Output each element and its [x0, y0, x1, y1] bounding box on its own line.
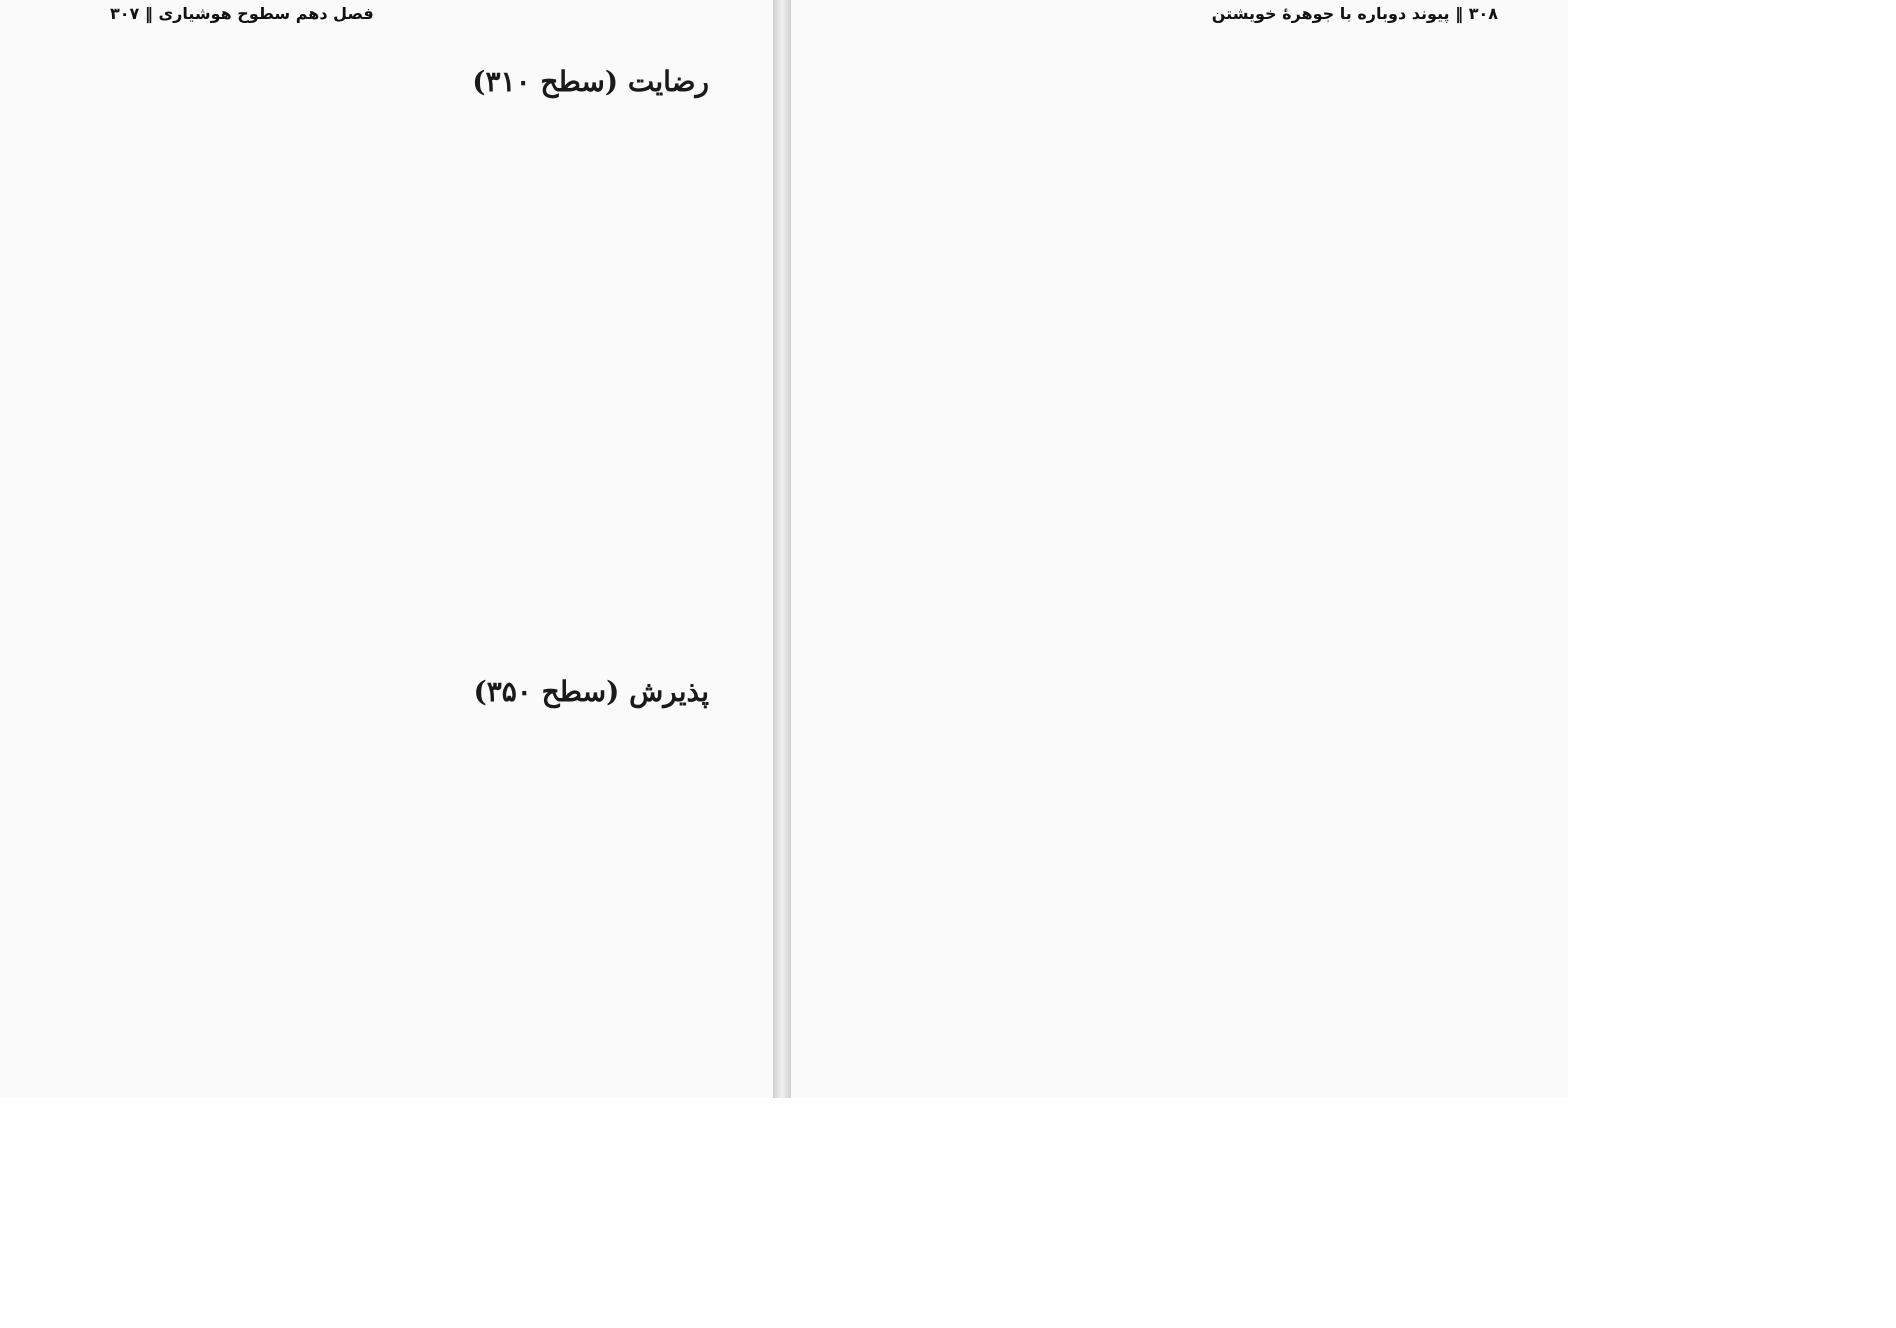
paragraph — [110, 122, 709, 382]
right-page — [790, 0, 1568, 1098]
left-page — [0, 0, 774, 1098]
running-head: فصل دهم سطوح هوشیاری ‖ ۳۰۷ — [110, 4, 374, 23]
page-body — [861, 60, 1498, 1078]
page-body — [110, 60, 709, 1078]
paragraph — [110, 896, 709, 1046]
running-head: ۳۰۸ ‖ پیوند دوباره با جوهرهٔ خویشتن — [1211, 4, 1498, 23]
paragraph — [110, 396, 709, 656]
book-gutter — [774, 0, 790, 1098]
paragraph — [861, 60, 1498, 320]
paragraph — [110, 732, 709, 882]
section-heading: پذیرش (سطح ۳۵۰) — [473, 675, 709, 708]
section-heading: رضایت (سطح ۳۱۰) — [472, 65, 709, 98]
paragraph — [861, 608, 1498, 868]
paragraph — [861, 334, 1498, 594]
